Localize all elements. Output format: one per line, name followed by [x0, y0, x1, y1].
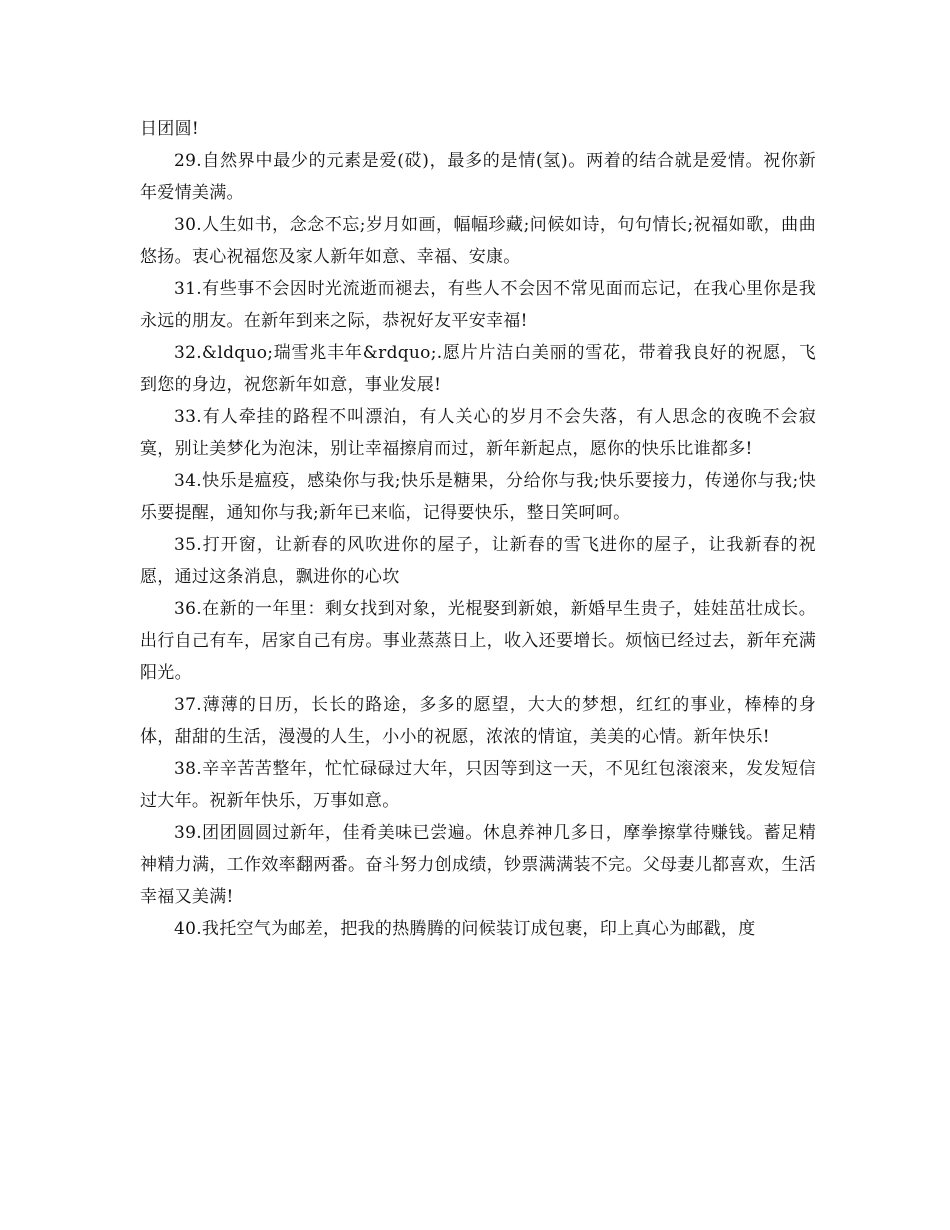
paragraph-35: 35.打开窗，让新春的风吹进你的屋子，让新春的雪飞进你的屋子，让我新春的祝愿，通过这条消息，飘进你的心坎 — [140, 535, 816, 587]
paragraph-36: 36.在新的一年里：剩女找到对象，光棍娶到新娘，新婚早生贵子，娃娃茁壮成长。出行自己有车，居家自己有房。事业蒸蒸日上，收入还要增长。烦恼已经过去，新年充满阳光。 — [140, 599, 816, 683]
paragraph-30: 30.人生如书，念念不忘;岁月如画，幅幅珍藏;问候如诗，句句情长;祝福如歌，曲曲悠扬。衷心祝福您及家人新年如意、幸福、安康。 — [140, 215, 816, 267]
paragraph-continuation: 日团圆! — [140, 119, 200, 139]
document-body — [140, 113, 816, 945]
paragraph-34: 34.快乐是瘟疫，感染你与我;快乐是糖果，分给你与我;快乐要接力，传递你与我;快乐要提醒，通知你与我;新年已来临，记得要快乐，整日笑呵呵。 — [140, 471, 816, 523]
paragraph-38: 38.辛辛苦苦整年，忙忙碌碌过大年，只因等到这一天，不见红包滚滚来，发发短信过大年。祝新年快乐，万事如意。 — [140, 759, 816, 811]
paragraph-32: 32.&ldquo;瑞雪兆丰年&rdquo;.愿片片洁白美丽的雪花，带着我良好的祝愿，飞到您的身边，祝您新年如意，事业发展! — [140, 343, 816, 395]
paragraph-31: 31.有些事不会因时光流逝而褪去，有些人不会因不常见面而忘记，在我心里你是我永远的朋友。在新年到来之际，恭祝好友平安幸福! — [140, 279, 816, 331]
paragraph-29: 29.自然界中最少的元素是爱(砹)，最多的是情(氢)。两着的结合就是爱情。祝你新年爱情美满。 — [140, 151, 816, 203]
paragraph-33: 33.有人牵挂的路程不叫漂泊，有人关心的岁月不会失落，有人思念的夜晚不会寂寞，别让美梦化为泡沫，别让幸福擦肩而过，新年新起点，愿你的快乐比谁都多! — [140, 407, 816, 459]
paragraph-37: 37.薄薄的日历，长长的路途，多多的愿望，大大的梦想，红红的事业，棒棒的身体，甜甜的生活，漫漫的人生，小小的祝愿，浓浓的情谊，美美的心情。新年快乐! — [140, 695, 816, 747]
paragraph-39: 39.团团圆圆过新年，佳肴美味已尝遍。休息养神几多日，摩拳擦掌待赚钱。蓄足精神精力满，工作效率翻两番。奋斗努力创成绩，钞票满满装不完。父母妻儿都喜欢，生活幸福又美满! — [140, 823, 816, 907]
paragraph-40: 40.我托空气为邮差，把我的热腾腾的问候装订成包裹，印上真心为邮戳，度 — [174, 919, 756, 939]
